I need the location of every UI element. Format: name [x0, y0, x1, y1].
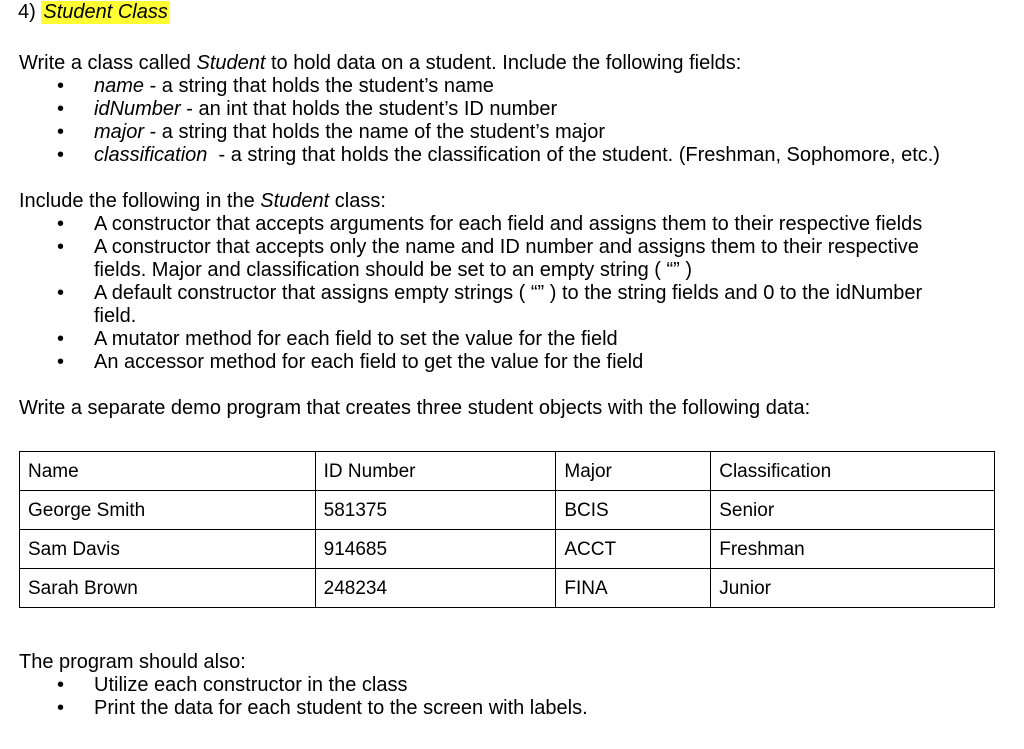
include-paragraph	[19, 190, 386, 213]
table-cell: 914685	[315, 530, 556, 569]
table-cell: Sam Davis	[20, 530, 316, 569]
table-cell: Freshman	[711, 530, 995, 569]
table-header-row	[20, 452, 995, 491]
field-name: idNumber	[94, 98, 181, 120]
table-cell: 248234	[315, 569, 556, 608]
table-cell: BCIS	[556, 491, 711, 530]
intro-suffix: to hold data on a student. Include the following fields:	[265, 52, 742, 74]
requirements-list	[19, 213, 979, 374]
table-row	[20, 569, 995, 608]
table-row	[20, 530, 995, 569]
table-cell: ACCT	[556, 530, 711, 569]
list-item	[19, 121, 979, 144]
list-item	[19, 674, 979, 697]
bullet-icon: •	[57, 674, 65, 696]
bullet-icon: •	[57, 328, 65, 350]
list-item	[19, 98, 979, 121]
intro-paragraph	[19, 52, 741, 75]
field-desc: - a string that holds the classification of the student. (Freshman, Sophomore, etc.)	[207, 144, 940, 166]
student-data-table	[19, 451, 995, 608]
requirement-text: An accessor method for each field to get the value for the field	[94, 351, 644, 373]
list-item	[19, 328, 979, 351]
bullet-icon: •	[57, 75, 65, 97]
also-list	[19, 674, 979, 720]
list-item	[19, 144, 979, 167]
list-item	[19, 213, 979, 236]
table-row	[20, 491, 995, 530]
bullet-icon: •	[57, 282, 65, 304]
table-header-cell: Name	[20, 452, 316, 491]
field-desc: - a string that holds the student’s name	[144, 75, 494, 97]
also-paragraph: The program should also:	[19, 651, 246, 673]
requirement-text: A constructor that accepts only the name and ID number and assigns them to their respective fields. Major and classification should be set to an empty string ( “” )	[94, 236, 919, 281]
section-number: 4)	[18, 1, 36, 23]
include-class-name: Student	[260, 190, 330, 212]
bullet-icon: •	[57, 351, 65, 373]
field-name: major	[94, 121, 145, 143]
table-cell: Senior	[711, 491, 995, 530]
table-cell: FINA	[556, 569, 711, 608]
bullet-icon: •	[57, 98, 65, 120]
also-item-text: Utilize each constructor in the class	[94, 674, 408, 696]
also-item-text: Print the data for each student to the screen with labels.	[94, 697, 588, 719]
bullet-icon: •	[57, 236, 65, 258]
section-heading	[18, 1, 170, 24]
field-desc: - an int that holds the student’s ID number	[180, 98, 558, 120]
demo-paragraph: Write a separate demo program that creates three student objects with the following data:	[19, 397, 811, 419]
table-cell: 581375	[315, 491, 556, 530]
field-name: name	[94, 75, 145, 97]
fields-list	[19, 75, 979, 167]
field-desc: - a string that holds the name of the student’s major	[144, 121, 606, 143]
table-header-cell: Major	[556, 452, 711, 491]
bullet-icon: •	[57, 213, 65, 235]
table-cell: Sarah Brown	[20, 569, 316, 608]
requirement-text: A default constructor that assigns empty strings ( “” ) to the string fields and 0 to the idNumber field.	[94, 282, 923, 327]
include-prefix: Include the following in the	[19, 190, 261, 212]
table-header-cell: ID Number	[315, 452, 556, 491]
bullet-icon: •	[57, 121, 65, 143]
table-header-cell: Classification	[711, 452, 995, 491]
bullet-icon: •	[57, 697, 65, 719]
list-item	[19, 75, 979, 98]
list-item	[19, 697, 979, 720]
field-name: classification	[94, 144, 208, 166]
table-cell: George Smith	[20, 491, 316, 530]
requirement-text: A mutator method for each field to set the value for the field	[94, 328, 618, 350]
requirement-text: A constructor that accepts arguments for each field and assigns them to their respective fields	[94, 213, 923, 235]
section-title: Student Class	[43, 1, 168, 23]
intro-class-name: Student	[196, 52, 266, 74]
include-suffix: class:	[329, 190, 386, 212]
intro-prefix: Write a class called	[19, 52, 197, 74]
list-item	[19, 282, 979, 328]
list-item	[19, 351, 979, 374]
bullet-icon: •	[57, 144, 65, 166]
list-item	[19, 236, 979, 282]
table-cell: Junior	[711, 569, 995, 608]
